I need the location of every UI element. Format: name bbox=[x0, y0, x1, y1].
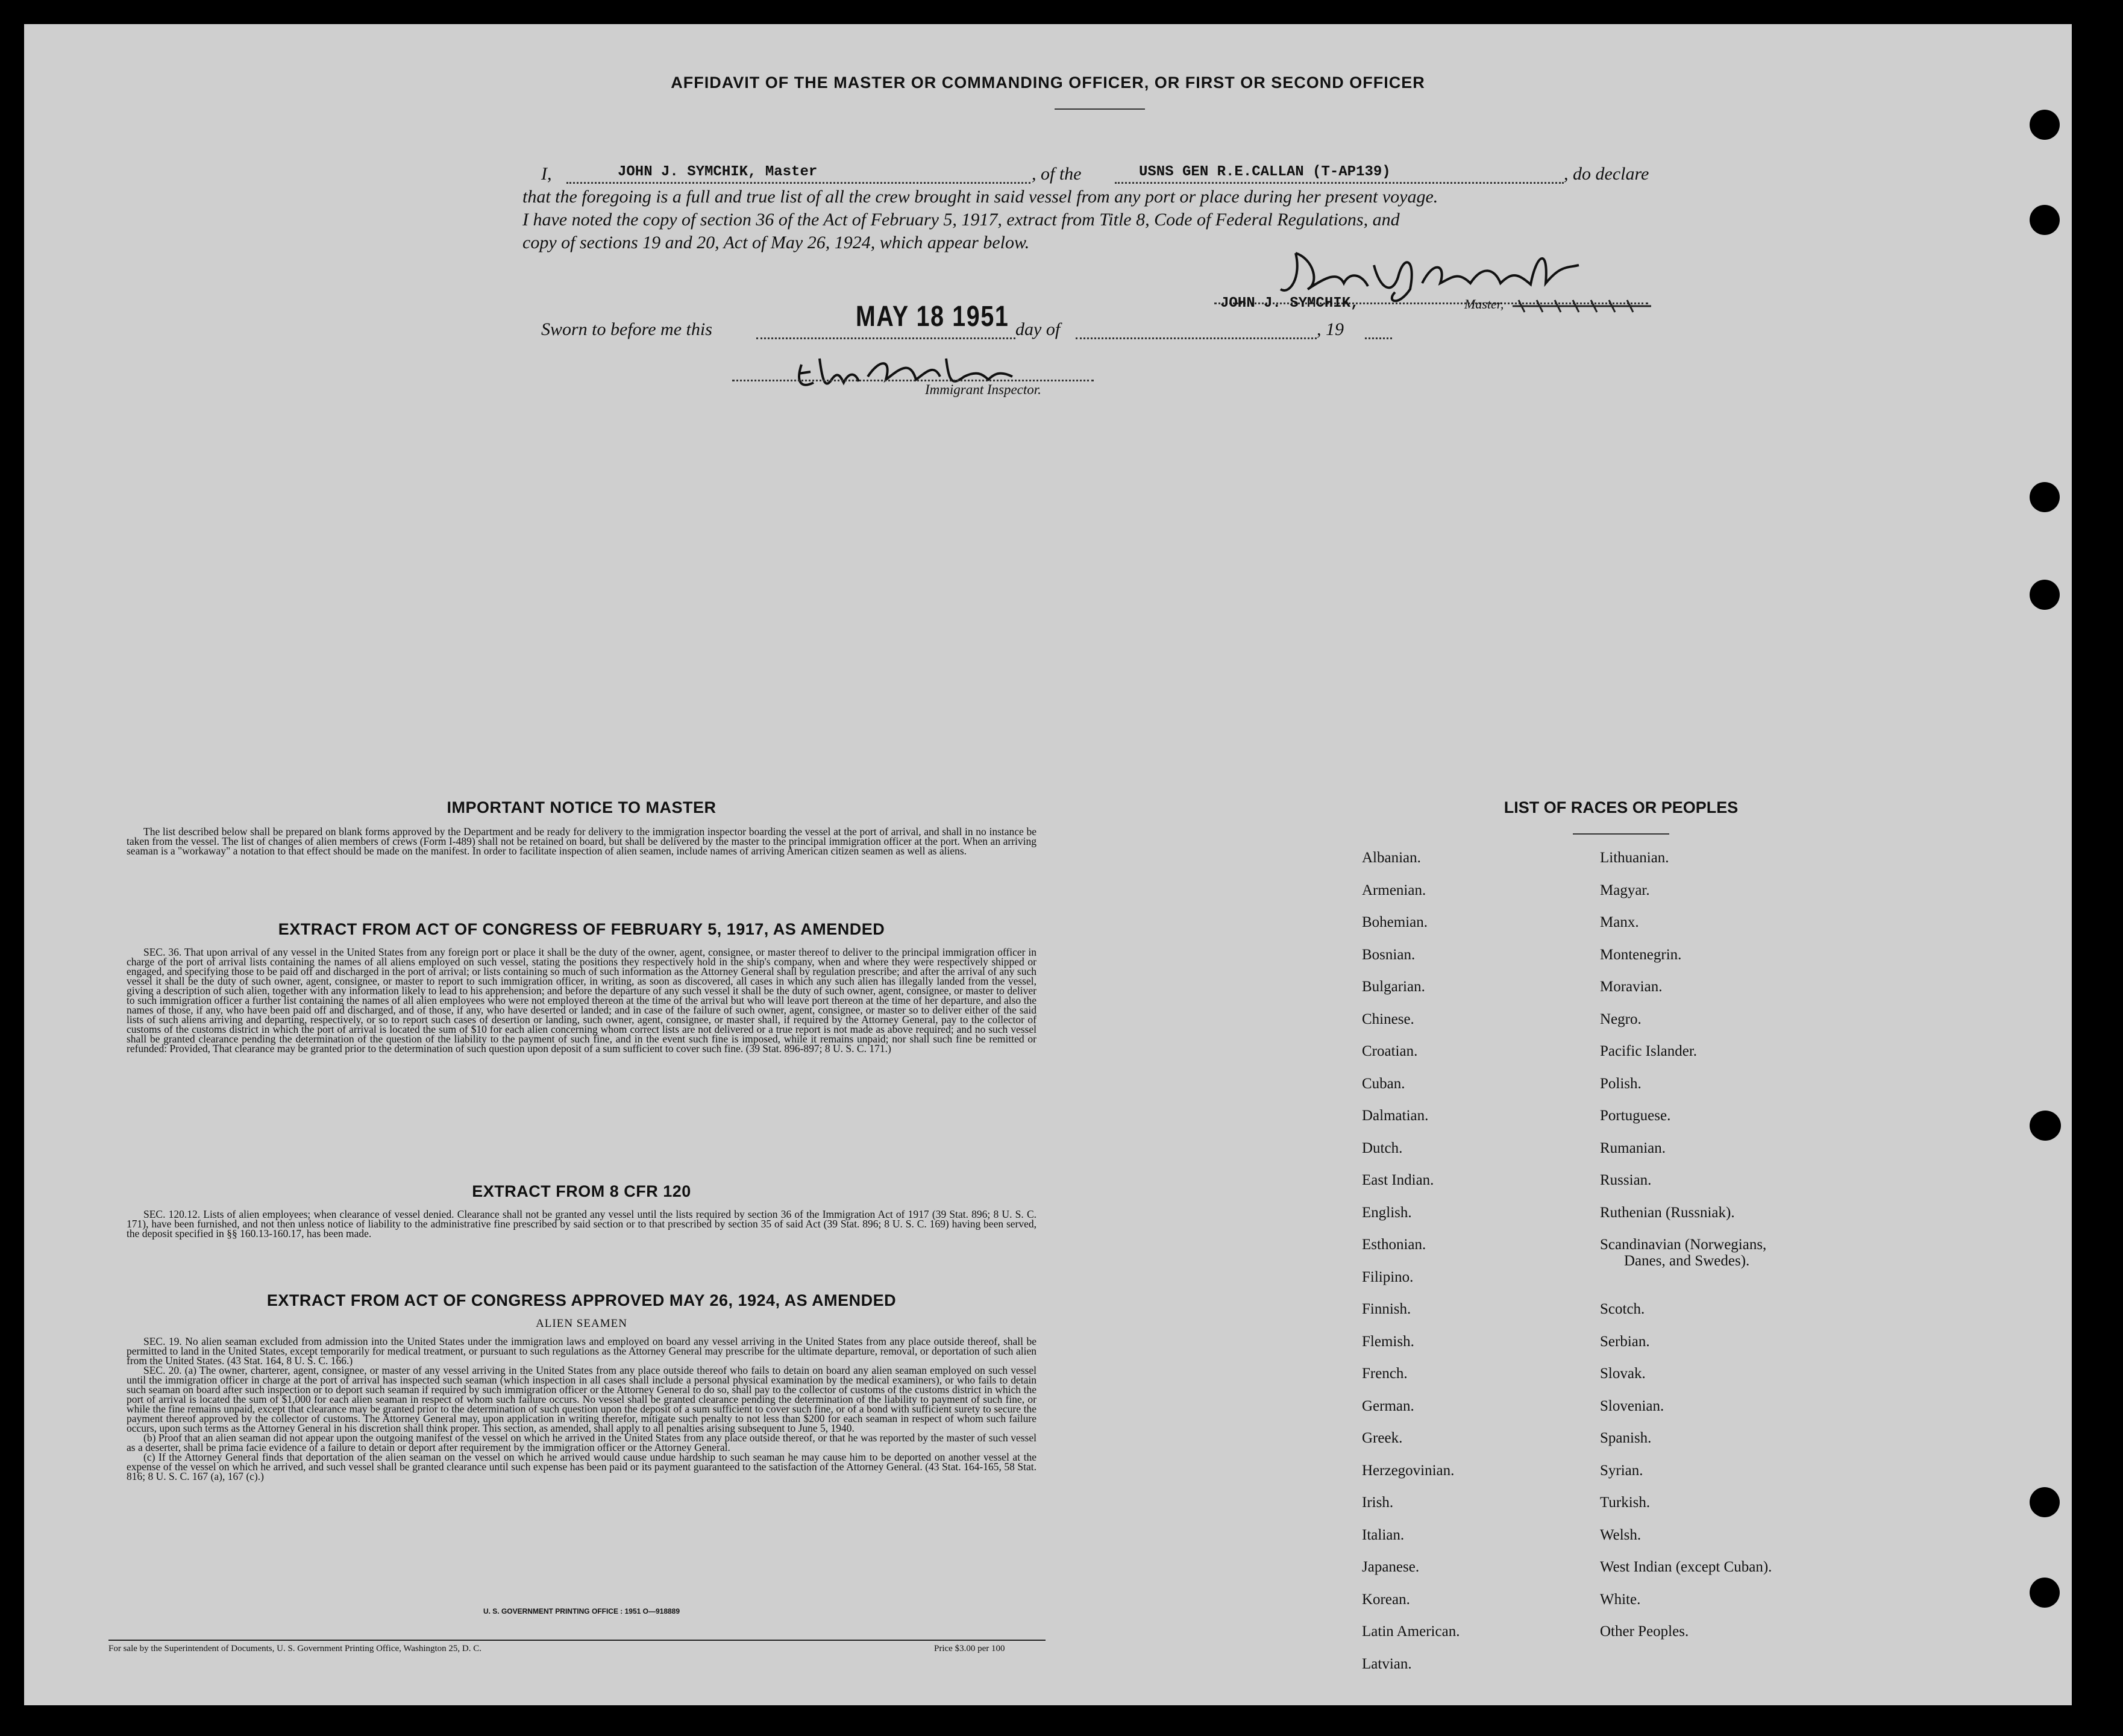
extract-1917-section bbox=[127, 920, 1036, 1053]
race-item: French. bbox=[1362, 1365, 1408, 1382]
race-item: Finnish. bbox=[1362, 1301, 1411, 1317]
extract-cfr-section bbox=[127, 1182, 1036, 1238]
sec-20b-text: (b) Proof that an alien seaman did not appear upon the outgoing manifest of the vessel on which he arrived in the United States from any place outside thereof, or that he was reported by the master of such vessel as a deserter, shall be prima facie evidence of a failure to detain or deport after requirement by the immigration officer or the Attorney General. bbox=[127, 1432, 1036, 1453]
day-of-label: day of bbox=[1015, 319, 1061, 339]
race-item: Lithuanian. bbox=[1600, 850, 1669, 866]
race-item: Syrian. bbox=[1600, 1462, 1643, 1479]
punch-hole bbox=[2030, 482, 2060, 512]
race-item: Bulgarian. bbox=[1362, 979, 1425, 995]
race-item: Dalmatian. bbox=[1362, 1108, 1429, 1124]
race-item: Esthonian. bbox=[1362, 1236, 1426, 1253]
race-item: Croatian. bbox=[1362, 1043, 1418, 1059]
declare-of-the: , of the bbox=[1032, 164, 1082, 184]
extract-1917-text: SEC. 36. That upon arrival of any vessel in the United States from any foreign port or place it shall be the duty of the owner, agent, consignee, or master thereof to deliver to the principal immigration officer in charge of the port of arrival lists containing the names of all aliens employed on such vessel, stating the positions they respectively hold in the ship's company, when and where they were respectively shipped or engaged, and specifying those to be paid off and discharged in the port of arrival; or lists containing so much of such information as the Attorney General shall by regulation prescribe; and after the arrival of any such vessel it shall be the duty of such owner, agent, consignee, or master to report to such immigration officer, in writing, as soon as discovered, all cases in which any such alien has illegally landed from the vessel, giving a description of such alien, together with any information likely to lead to his apprehension; and before the departure of any such vessel it shall be the duty of such owner, agent, consignee, or master to deliver to such immigration officer a further list containing the names of all alien employees who were not employed thereon at the time of the arrival but who will leave port thereon at the time of her departure, and also the names of those, if any, who have been paid off and discharged, and of those, if any, who have deserted or landed; and in case of the failure of such owner, agent, consignee, or master so to deliver either of the said lists of such aliens arriving and departing, respectively, or so to report such cases of desertion or landing, such owner, agent, consignee, or master shall, if required by the Attorney General, pay to the collector of customs of the customs district in which the port of arrival is located the sum of $10 for each alien concerning whom correct lists are not delivered or a true report is not made as above required; and no such vessel shall be granted clearance pending the determination of the question of the liability to the payment of such fine, and in the event such fine is imposed, while it remains unpaid; nor shall such fine be remitted or refunded: Provided, That clearance may be granted prior to the determination of such question upon deposit of a sum sufficient to cover such fine. (39 Stat. 896-897; 8 U. S. C. 171.) bbox=[127, 946, 1036, 1054]
affidavit-line-4: copy of sections 19 and 20, Act of May 26, 1924, which appear below. bbox=[522, 233, 1030, 252]
year-line bbox=[1365, 337, 1392, 339]
race-item: Russian. bbox=[1600, 1172, 1652, 1188]
notice-text: The list described below shall be prepared on blank forms approved by the Department and be ready for delivery to the immigration inspector boarding the vessel at the port of arrival, and shall in no instance be taken from the vessel. The list of changes of alien members of crews (Form I-489) shall not be retained on board, but shall be delivered by the master to the principal immigration officer at the port. When an arriving seaman is a "workaway" a notation to that effect should be made on the manifest. In order to facilitate inspection of alien seamen, include names of arriving American citizen seamen as well as aliens. bbox=[127, 826, 1036, 857]
race-item: Ruthenian (Russniak). bbox=[1600, 1204, 1735, 1221]
punch-hole bbox=[2030, 110, 2060, 140]
race-item: Korean. bbox=[1362, 1591, 1410, 1608]
extract-1924-title: EXTRACT FROM ACT OF CONGRESS APPROVED MAY 26, 1924, AS AMENDED bbox=[266, 1291, 897, 1309]
affidavit-title: AFFIDAVIT OF THE MASTER OR COMMANDING OFFICER, OR FIRST OR SECOND OFFICER bbox=[671, 74, 1425, 92]
race-item: German. bbox=[1362, 1397, 1414, 1414]
race-item: English. bbox=[1362, 1204, 1412, 1221]
race-item: Montenegrin. bbox=[1600, 946, 1682, 963]
month-line bbox=[1076, 337, 1317, 339]
year-label: , 19 bbox=[1317, 319, 1344, 339]
race-item: Manx. bbox=[1600, 914, 1639, 930]
race-item: Serbian. bbox=[1600, 1333, 1650, 1350]
struck-out-text bbox=[1513, 294, 1651, 318]
race-item: West Indian (except Cuban). bbox=[1600, 1559, 1772, 1575]
race-item: Danes, and Swedes). bbox=[1624, 1253, 1750, 1269]
footer-rule bbox=[108, 1640, 1046, 1641]
race-item: Other Peoples. bbox=[1600, 1623, 1689, 1640]
race-item: White. bbox=[1600, 1591, 1641, 1608]
punch-hole bbox=[2030, 205, 2060, 235]
affidavit-line-2: that the foregoing is a full and true list of all the crew brought in said vessel from any port or place during her present voyage. bbox=[522, 187, 1438, 207]
race-item: Turkish. bbox=[1600, 1494, 1651, 1511]
race-item: Scandinavian (Norwegians, bbox=[1600, 1236, 1767, 1253]
master-name: JOHN J. SYMCHIK, Master bbox=[618, 164, 818, 180]
master-name-line bbox=[566, 182, 1030, 184]
sworn-date-line bbox=[756, 337, 1015, 339]
race-item: Polish. bbox=[1600, 1075, 1642, 1092]
race-item: East Indian. bbox=[1362, 1172, 1434, 1188]
punch-hole bbox=[2030, 1487, 2060, 1517]
race-item: Welsh. bbox=[1600, 1526, 1642, 1543]
extract-1924-section bbox=[127, 1291, 1036, 1481]
race-item: Portuguese. bbox=[1600, 1108, 1671, 1124]
affidavit-line-3: I have noted the copy of section 36 of the Act of February 5, 1917, extract from Title 8, Code of Federal Regulations, and bbox=[522, 210, 1400, 230]
declare-end: , do declare bbox=[1564, 164, 1649, 184]
races-title: LIST OF RACES OR PEOPLES bbox=[1504, 798, 1739, 816]
race-item: Spanish. bbox=[1600, 1430, 1652, 1446]
race-item: Slovenian. bbox=[1600, 1397, 1664, 1414]
race-item: Greek. bbox=[1362, 1430, 1403, 1446]
extract-cfr-title: EXTRACT FROM 8 CFR 120 bbox=[472, 1182, 691, 1200]
sale-note: For sale by the Superintendent of Documents, U. S. Government Printing Office, Washington 25, D. C. bbox=[108, 1644, 481, 1653]
race-item: Magyar. bbox=[1600, 882, 1650, 898]
race-item: Latin American. bbox=[1362, 1623, 1460, 1640]
race-item: Irish. bbox=[1362, 1494, 1394, 1511]
race-item: Negro. bbox=[1600, 1011, 1642, 1027]
race-item: Rumanian. bbox=[1600, 1139, 1666, 1156]
race-item: Flemish. bbox=[1362, 1333, 1414, 1350]
race-item: Dutch. bbox=[1362, 1139, 1403, 1156]
sec-20a-text: SEC. 20. (a) The owner, charterer, agent, consignee, or master of any vessel arriving in the United States from any place outside thereof who fails to detain on board any alien seaman employed on such vessel until the immigration officer in charge at the port of arrival has inspected such seaman (which inspection in all cases shall include a personal physical examination by the medical examiners), or who fails to detain such seaman on board after such inspection or to deport such seaman if required by such immigration officer or the Attorney General to do so, shall pay to the collector of customs of the customs district in which the port of arrival is located the sum of $1,000 for each alien seaman in respect of whom such failure occurs. No vessel shall be granted clearance pending the determination of the liability to payment of such fine, or while the fine remains unpaid, except that clearance may be granted prior to the determination of such question upon the deposit of a sum sufficient to cover such fine, or of a bond with sufficient surety to secure the payment thereof approved by the collector of customs. The Attorney General may, upon application in writing therefor, mitigate such penalty to not less than $200 for each seaman in respect of whom such failure occurs, upon such terms as the Attorney General in his discretion shall think proper. This section, as amended, shall apply to all penalties arising subsequent to June 5, 1940. bbox=[127, 1364, 1036, 1434]
extract-1917-title: EXTRACT FROM ACT OF CONGRESS OF FEBRUARY 5, 1917, AS AMENDED bbox=[278, 920, 885, 938]
race-item: Italian. bbox=[1362, 1526, 1405, 1543]
punch-hole bbox=[2030, 580, 2060, 610]
race-item: Japanese. bbox=[1362, 1559, 1420, 1575]
race-item: Filipino. bbox=[1362, 1268, 1414, 1285]
sec-20c-text: (c) If the Attorney General finds that deportation of the alien seaman on the vessel on which he arrived would cause undue hardship to such seaman he may cause him to be deported on another vessel at the expense of the vessel on which he arrived, and such vessel shall be granted clearance until such expense has been paid or its payment guaranteed to the satisfaction of the Attorney General. (43 Stat. 164-165, 58 Stat. 816; 8 U. S. C. 167 (a), 167 (c).) bbox=[127, 1451, 1036, 1482]
notice-title: IMPORTANT NOTICE TO MASTER bbox=[447, 798, 717, 816]
punch-hole bbox=[2030, 1111, 2061, 1141]
vessel-name: USNS GEN R.E.CALLAN (T-AP139) bbox=[1139, 164, 1391, 180]
inspector-signature-line bbox=[732, 380, 1094, 381]
race-item: Scotch. bbox=[1600, 1301, 1645, 1317]
declare-i: I, bbox=[541, 164, 552, 184]
race-item: Pacific Islander. bbox=[1600, 1043, 1698, 1059]
race-item: Slovak. bbox=[1600, 1365, 1646, 1382]
alien-seamen-subtitle: ALIEN SEAMEN bbox=[536, 1317, 627, 1330]
notice-section bbox=[127, 798, 1036, 856]
price-note: Price $3.00 per 100 bbox=[934, 1644, 1005, 1653]
signer-title: Master, bbox=[1464, 296, 1504, 312]
race-item: Bosnian. bbox=[1362, 946, 1416, 963]
vessel-line bbox=[1115, 182, 1564, 184]
signer-typed-name: JOHN J. SYMCHIK, bbox=[1220, 295, 1359, 312]
races-divider bbox=[1573, 833, 1669, 835]
punch-hole bbox=[2030, 1578, 2060, 1608]
gpo-imprint: U. S. GOVERNMENT PRINTING OFFICE : 1951 O—918889 bbox=[483, 1607, 680, 1615]
race-item: Herzegovinian. bbox=[1362, 1462, 1455, 1479]
race-item: Albanian. bbox=[1362, 850, 1421, 866]
extract-cfr-text: SEC. 120.12. Lists of alien employees; when clearance of vessel denied. Clearance shall not be granted any vessel until the lists required by section 36 of the Immigration Act of 1917 (39 Stat. 896; 8 U. S. C. 171), have been furnished, and not then unless notice of liability to the administrative fine prescribed by said section or to that prescribed by section 35 of said Act (39 Stat. 896; 8 U. S. C. 169) having been served, the deposit specified in §§ 160.13-160.17, has been made. bbox=[127, 1208, 1036, 1239]
form-page bbox=[24, 24, 2072, 1705]
race-item: Cuban. bbox=[1362, 1075, 1405, 1092]
race-item: Bohemian. bbox=[1362, 914, 1428, 930]
sworn-label: Sworn to before me this bbox=[541, 319, 712, 339]
race-item: Moravian. bbox=[1600, 979, 1663, 995]
inspector-label: Immigrant Inspector. bbox=[925, 382, 1041, 397]
race-item: Chinese. bbox=[1362, 1011, 1414, 1027]
date-stamp: MAY 18 1951 bbox=[856, 301, 1009, 333]
race-item: Latvian. bbox=[1362, 1655, 1412, 1672]
sec-19-text: SEC. 19. No alien seaman excluded from admission into the United States under the immigration laws and employed on board any vessel arriving in the United States from any place outside thereof, shall be permitted to land in the United States, except temporarily for medical treatment, or pursuant to such regulations as the Attorney General may prescribe for the ultimate departure, removal, or deportation of such alien from the United States. (43 Stat. 164, 8 U. S. C. 166.) bbox=[127, 1335, 1036, 1367]
race-item: Armenian. bbox=[1362, 882, 1426, 898]
title-divider bbox=[1055, 108, 1145, 110]
